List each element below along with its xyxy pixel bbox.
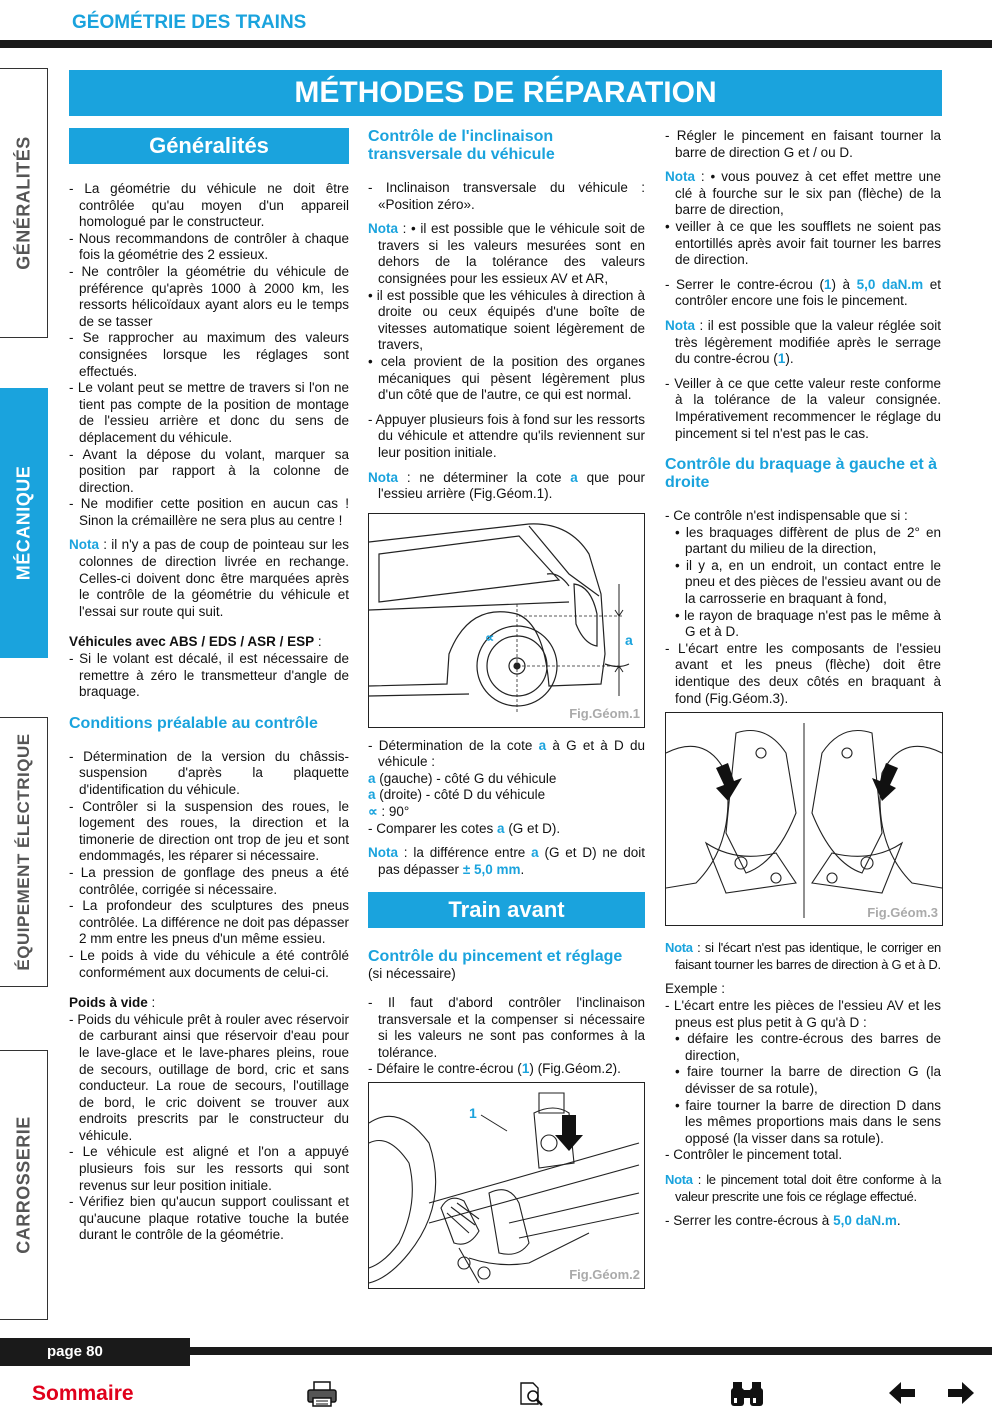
train-avant-title: Train avant xyxy=(368,892,645,928)
compare-post: (G et D). xyxy=(504,820,561,836)
nota-text: : • il est possible que le véhicule soit de travers si les valeurs mesurées sont en dehors de la tolérance des valeurs consignées pour les essieux AV et AR, xyxy=(378,221,645,286)
list-item: • veiller à ce que les soufflets ne soient pas entortillés après avoir fait tourner les barres de direction. xyxy=(665,218,941,268)
side-tab-mecanique[interactable]: MÉCANIQUE xyxy=(0,388,48,658)
list-item: • il y a, en un endroit, un contact entre le pneu et des pièces de l'essieu avant ou de la carrosserie en braquant à fond, xyxy=(675,557,941,607)
nota-label: Nota xyxy=(665,1171,693,1187)
arrow-left-icon[interactable] xyxy=(887,1380,917,1411)
list-item xyxy=(368,1061,645,1078)
nota-label: Nota xyxy=(665,317,695,333)
figure-label-1: 1 xyxy=(469,1105,477,1121)
poids-heading xyxy=(69,995,349,1012)
list-item: - Poids du véhicule prêt à rouler avec réservoir de carburant ainsi que réservoir d'eau pour le lave-glace et le lave-phares pleins, roue de secours, outillage de bord, cric et sans conducteur. La roue de secours, l'outillage de bord, le cric doivent se trouver aux endroits prescrits par le constructeur du véhicule. xyxy=(69,1011,349,1143)
item-post: ) (Fig.Géom.2). xyxy=(529,1061,621,1077)
part-number: 1 xyxy=(823,276,832,292)
abs-label: Véhicules avec ABS / EDS / ASR / ESP xyxy=(69,634,315,650)
nota-paragraph xyxy=(69,537,349,620)
list-item: - Vérifiez bien qu'aucun support coulissant et qu'aucune plaque rotative touche la butée durant le contrôle de la géométrie. xyxy=(69,1194,349,1243)
nota-label: Nota xyxy=(665,940,693,956)
cote-a-letter: a xyxy=(531,845,539,861)
figure-caption: Fig.Géom.3 xyxy=(867,904,938,920)
nota-text: ). xyxy=(785,351,794,367)
binoculars-icon[interactable] xyxy=(728,1380,766,1413)
det-post: à G et à D du véhicule : xyxy=(378,737,645,770)
nota-paragraph xyxy=(665,318,941,368)
list-item: • défaire les contre-écrous des barres de direction, xyxy=(675,1031,941,1063)
list-item xyxy=(368,821,645,838)
column-3 xyxy=(665,128,941,1230)
nota-paragraph xyxy=(665,169,941,219)
definition-line xyxy=(368,787,645,804)
cote-a-letter: a xyxy=(368,787,376,803)
list-item: - Veiller à ce que cette valeur reste conforme à la tolérance de la valeur consignée. Impérativement recommencer le réglage du pincement si tel n'est pas le cas. xyxy=(665,375,941,441)
cote-a-letter: a xyxy=(538,737,547,753)
tolerance-value: ± 5,0 mm xyxy=(462,861,521,877)
nota-text: . xyxy=(520,861,525,877)
figure-geom-3 xyxy=(665,712,943,926)
list-item: - L'écart entre les composants de l'essieu avant et les pneus (flèche) doit être identique des deux côtés en braquant à fond (Fig.Géom.3). xyxy=(665,640,941,706)
list-item: - Ne modifier cette position en aucun cas ! Sinon la crémaillère ne sera plus au centre ! xyxy=(69,496,349,528)
nota-paragraph xyxy=(368,845,645,878)
list-item: • faire tourner la barre de direction G (la dévisser de sa rotule), xyxy=(675,1064,941,1096)
pincement-subtitle: (si nécessaire) xyxy=(368,966,456,982)
nota-text: (G et D) ne doit pas dépasser xyxy=(378,845,645,877)
list-item: - Ne contrôler la géométrie du véhicule de préférence qu'après 1000 à 2000 km, les ressorts hélicoïdaux ayant alors eu le temps de se tasser xyxy=(69,263,349,329)
list-item: - Régler le pincement en faisant tourner la barre de direction G et / ou D. xyxy=(665,128,941,160)
main-banner: MÉTHODES DE RÉPARATION xyxy=(69,70,942,116)
cote-a-letter: a xyxy=(497,820,505,836)
arrow-right-icon[interactable] xyxy=(946,1380,976,1411)
list-item: - Avant la dépose du volant, marquer sa position par rapport à la colonne de direction. xyxy=(69,446,349,495)
poids-label: Poids à vide xyxy=(69,995,148,1011)
printer-icon[interactable] xyxy=(306,1380,338,1413)
column-2 xyxy=(368,128,645,1289)
list-item: - Détermination de la version du châssis-suspension d'après la plaquette d'identification du véhicule. xyxy=(69,748,349,797)
figure-angle-symbol: ∝ xyxy=(485,629,495,645)
definition-text: (gauche) - côté G du véhicule xyxy=(375,770,557,786)
column-1 xyxy=(69,128,349,1244)
item-pre: - Serrer les contre-écrous à xyxy=(665,1213,834,1229)
list-item: - Le poids à vide du véhicule a été contrôlé conformément aux documents de celui-ci. xyxy=(69,947,349,980)
list-item: - Le volant peut se mettre de travers si l'on ne tient pas compte de la position de montage de l'essieu arrière et donc du sens de déplacement du véhicule. xyxy=(69,380,349,445)
side-tab-generalites[interactable]: GÉNÉRALITÉS xyxy=(0,68,48,338)
top-rule xyxy=(0,40,992,48)
part-number: 1 xyxy=(521,1061,530,1077)
compare-pre: - Comparer les cotes xyxy=(368,820,498,836)
list-item xyxy=(368,738,645,771)
front-axle-tyre-clearance-drawing xyxy=(666,713,942,925)
steering-rod-drawing xyxy=(369,1083,644,1288)
list-item: - L'écart entre les pièces de l'essieu AV et les pneus est plus petit à G qu'à D : xyxy=(665,998,941,1030)
poids-colon: : xyxy=(147,995,156,1011)
list-item: - Contrôler le pincement total. xyxy=(665,1147,843,1163)
list-item: - Contrôler si la suspension des roues, le logement des roues, la direction et la timonerie de direction ont trop de jeu et sont endommagés, les réparer si nécessaire. xyxy=(69,798,349,864)
nota-paragraph xyxy=(665,940,941,973)
nota-text: : il n'y a pas de coup de pointeau sur les colonnes de direction livrée en rechange. Celles-ci doivent donc être marquées après le contrôle de la géométrie du véhicule et l'essai sur route qui suit. xyxy=(79,537,349,619)
part-number: 1 xyxy=(777,351,786,367)
conditions-title: Conditions préalable au contrôle xyxy=(69,714,318,732)
generalites-title: Généralités xyxy=(69,128,349,164)
nota-text: : si l'écart n'est pas identique, le corriger en faisant tourner les barres de direction à G et à D. xyxy=(675,940,941,972)
definition-line xyxy=(368,804,645,821)
list-item xyxy=(665,1213,941,1230)
nota-label: Nota xyxy=(368,221,398,237)
item-post: . xyxy=(896,1213,901,1229)
torque-value: 5,0 daN.m xyxy=(856,276,924,292)
list-item: - La profondeur des sculptures des pneus contrôlée. La différence ne doit pas dépasser 2 mm entre les pneus d'un même essieu. xyxy=(69,898,349,947)
cote-a-letter: a xyxy=(570,469,578,485)
nota-text: : • vous pouvez à cet effet mettre une clé à fourche sur le six pan (flèche) de la barre de direction, xyxy=(675,169,941,218)
car-rear-wheel-drawing xyxy=(369,514,644,727)
exemple-label: Exemple : xyxy=(665,981,726,997)
angle-symbol: ∝ xyxy=(368,804,378,820)
list-item xyxy=(665,277,941,310)
list-item: • il est possible que les véhicules à direction à droite ou ceux équipés d'une boîte de vitesses automatique soient légèrement de travers, xyxy=(368,287,645,353)
side-tab-equipement-electrique[interactable]: ÉQUIPEMENT ÉLECTRIQUE xyxy=(0,717,48,987)
item-post: et contrôler encore une fois le pincement. xyxy=(675,276,941,309)
list-item: - Se rapprocher au maximum des valeurs consignées lorsque les réglages sont effectués. xyxy=(69,330,349,379)
nota-text: que pour l'essieu arrière (Fig.Géom.1). xyxy=(378,469,645,502)
nota-text: : la différence entre xyxy=(398,845,532,861)
cote-a-letter: a xyxy=(368,770,376,786)
list-item: - Si le volant est décalé, il est nécessaire de remettre à zéro le transmetteur d'angle de braquage. xyxy=(69,651,349,700)
sommaire-link[interactable]: Sommaire xyxy=(32,1382,134,1405)
list-item: - Ce contrôle n'est indispensable que si : xyxy=(665,508,908,524)
search-document-icon[interactable] xyxy=(518,1380,546,1413)
list-item: • faire tourner la barre de direction D dans les mêmes proportions mais dans le sens opposé (la visser dans sa rotule). xyxy=(675,1097,941,1146)
figure-geom-1 xyxy=(368,513,645,728)
item-pre: - Défaire le contre-écrou ( xyxy=(368,1061,522,1077)
figure-caption: Fig.Géom.1 xyxy=(569,706,640,722)
nota-text: : le pincement total doit être conforme à la valeur prescrite une fois ce réglage effectué. xyxy=(675,1171,941,1204)
det-pre: - Détermination de la cote xyxy=(368,737,539,753)
inclinaison-title: Contrôle de l'inclinaison transversale du véhicule xyxy=(368,128,555,163)
nota-text: : il est possible que la valeur réglée soit très légèrement modifiée après le serrage du contre-écrou ( xyxy=(675,317,941,367)
definition-text: (droite) - côté D du véhicule xyxy=(375,787,546,803)
torque-value: 5,0 daN.m xyxy=(833,1213,897,1229)
definition-line xyxy=(368,771,645,788)
side-tab-carrosserie[interactable]: CARROSSERIE xyxy=(0,1050,48,1320)
pincement-title: Contrôle du pincement et réglage xyxy=(368,948,623,966)
nota-paragraph xyxy=(368,470,645,503)
nota-label: Nota xyxy=(665,169,695,185)
list-item: - La pression de gonflage des pneus a été contrôlée, corrigée si nécessaire. xyxy=(69,864,349,897)
section-header: GÉOMÉTRIE DES TRAINS xyxy=(72,12,307,33)
page-number: page 80 xyxy=(0,1338,190,1366)
nota-paragraph xyxy=(368,221,645,287)
figure-geom-2 xyxy=(368,1082,645,1289)
nota-text: : ne déterminer la cote xyxy=(398,469,571,485)
abs-colon: : xyxy=(314,634,322,650)
item-mid: ) à xyxy=(831,276,857,292)
list-item: - La géométrie du véhicule ne doit être contrôlée qu'au moyen d'un appareil homologué par le constructeur. xyxy=(69,181,349,230)
definition-text: : 90° xyxy=(377,804,410,820)
list-item: - Appuyer plusieurs fois à fond sur les ressorts du véhicule et attendre qu'ils reviennent sur leur position initiale. xyxy=(368,411,645,460)
nota-label: Nota xyxy=(69,537,99,553)
figure-caption: Fig.Géom.2 xyxy=(569,1267,640,1283)
list-item: - Le véhicule est aligné et l'on a appuyé plusieurs fois sur les ressorts qui sont revenus sur leur position initiale. xyxy=(69,1144,349,1193)
braquage-title: Contrôle du braquage à gauche et à droite xyxy=(665,456,938,492)
list-item: • cela provient de la position des organes mécaniques qui pèsent légèrement plus d'un côté que de l'autre, ce qui est normal. xyxy=(368,353,645,403)
list-item: • les braquages diffèrent de plus de 2° en partant du milieu de la direction, xyxy=(675,524,941,557)
item-pre: - Serrer le contre-écrou ( xyxy=(665,276,824,292)
abs-heading xyxy=(69,634,349,651)
list-item: - Inclinaison transversale du véhicule : «Position zéro». xyxy=(368,180,645,212)
list-item: • le rayon de braquage n'est pas le même à G et à D. xyxy=(675,607,941,640)
nota-label: Nota xyxy=(368,845,398,861)
figure-label-a: a xyxy=(625,631,633,648)
list-item: - Il faut d'abord contrôler l'inclinaison transversale et la compenser si nécessaire si les valeurs ne sont pas conformes à la tolérance. xyxy=(368,995,645,1060)
list-item: - Nous recommandons de contrôler à chaque fois la géométrie des 2 essieux. xyxy=(69,230,349,263)
nota-paragraph xyxy=(665,1172,941,1205)
nota-label: Nota xyxy=(368,469,398,485)
